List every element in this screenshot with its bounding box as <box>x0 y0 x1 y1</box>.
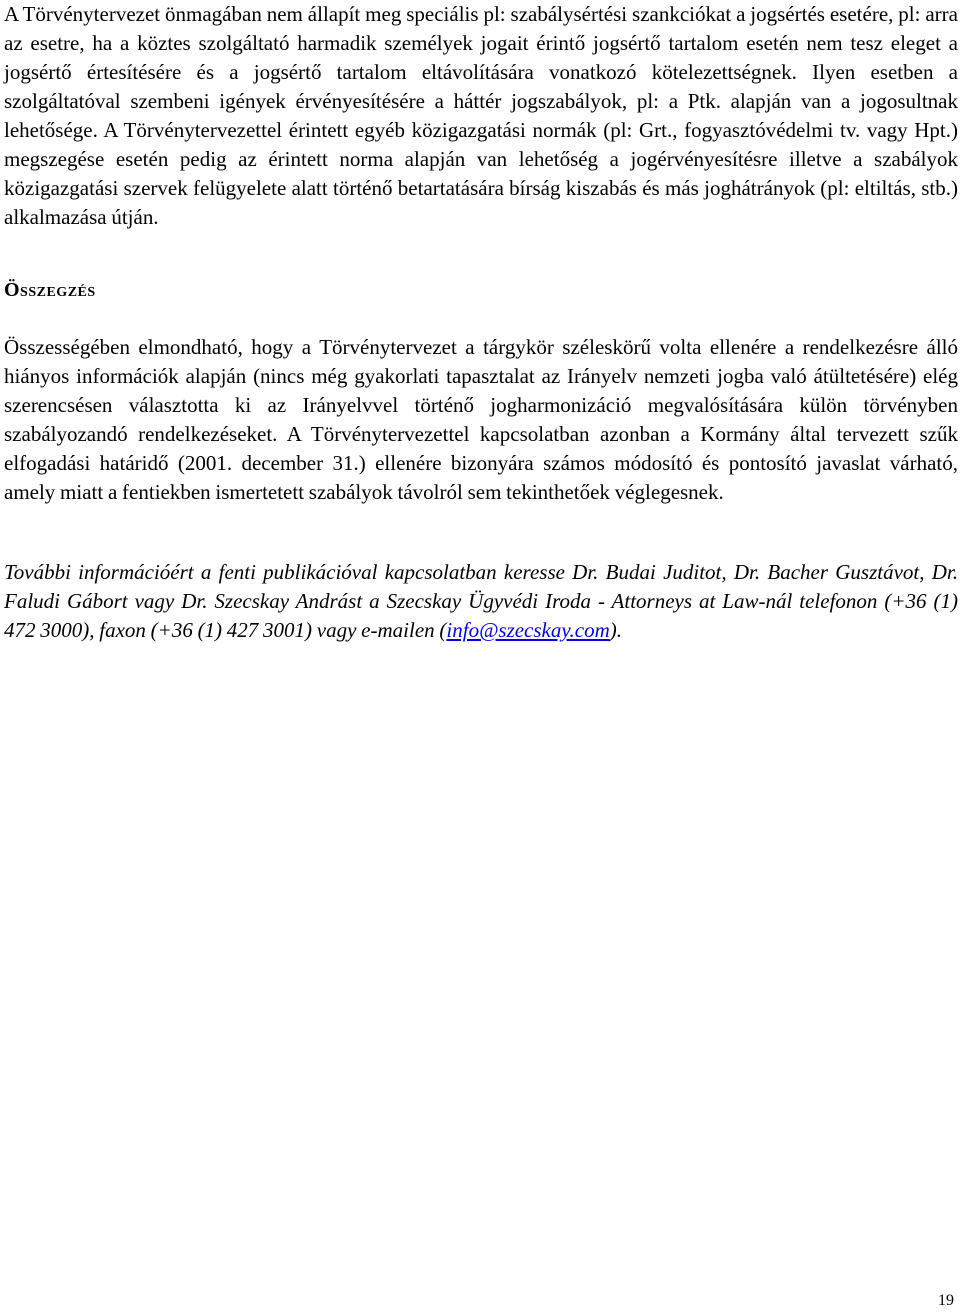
contact-text-before: További információért a fenti publikációval kapcsolatban keresse Dr. Budai Juditot, Dr. Bacher Gusztávot, Dr. Faludi Gábort vagy Dr. Szecskay Andrást a Szecskay Ügyvédi Iroda - Attorneys at Law-nál telefonon (+36 (1) 472 3000), faxon (+36 (1) 427 3001) vagy e-mailen ( <box>4 560 958 642</box>
body-paragraph-sanctions: A Törvénytervezet önmagában nem állapít meg speciális pl: szabálysértési szankciókat a jogsértés esetére, pl: arra az esetre, ha a köztes szolgáltató harmadik személyek jogait érintő jogsértő tartalom esetén nem tesz eleget a jogsértő értesítésére és a jogsértő tartalom eltávolítására vonatkozó kötelezettségnek. Ilyen esetben a szolgáltatóval szembeni igények érvényesítésére a háttér jogszabályok, pl: a Ptk. alapján van a jogosultnak lehetősége. A Törvénytervezettel érintett egyéb közigazgatási normák (pl: Grt., fogyasztóvédelmi tv. vagy Hpt.) megszegése esetén pedig az érintett norma alapján van lehetőség a jogérvényesítésre illetve a szabályok közigazgatási szervek felügyelete alatt történő betartatására bírság kiszabás és más joghátrányok (pl: eltiltás, stb.) alkalmazása útján. <box>4 2 958 229</box>
email-link[interactable]: info@szecskay.com <box>446 618 610 642</box>
contact-text-after: ). <box>609 618 623 642</box>
body-paragraph-summary: Összességében elmondható, hogy a Törvénytervezet a tárgykör széleskörű volta ellenére a rendelkezésre álló hiányos információk alapján (nincs még gyakorlati tapasztalat az Irányelv nemzeti jogba való átültetésére) elég szerencsésen választotta ki az Irányelvvel történő jogharmonizáció megvalósítására külön törvényben szabályozandó rendelkezéseket. A Törvénytervezettel kapcsolatban azonban a Kormány által tervezett szűk elfogadási határidő (2001. december 31.) ellenére bizonyára számos módosító és pontosító javaslat várható, amely miatt a fentiekben ismertetett szabályok távolról sem tekinthetőek véglegesnek. <box>4 335 958 504</box>
contact-paragraph <box>4 558 958 645</box>
section-heading-summary: Összegzés <box>4 279 96 301</box>
page-number: 19 <box>938 1292 954 1309</box>
